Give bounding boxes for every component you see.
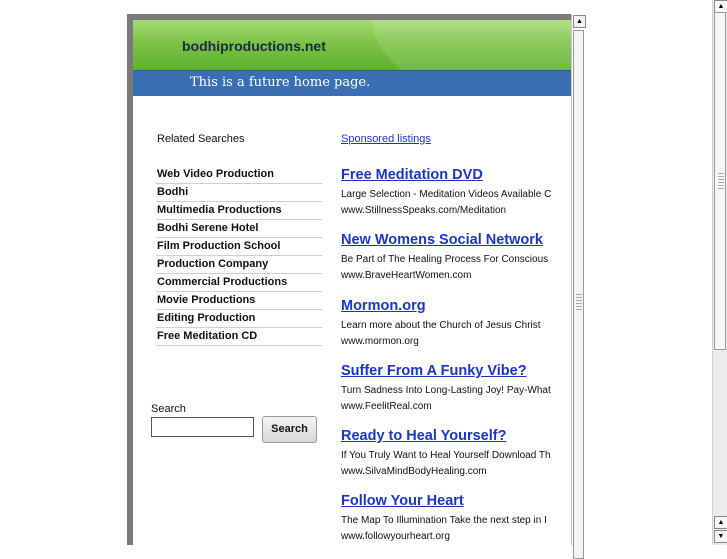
ad-title-link[interactable]: Free Meditation DVD <box>341 167 483 183</box>
ad-url[interactable]: www.FeelitReal.com <box>341 401 432 412</box>
ad-url[interactable]: www.SilvaMindBodyHealing.com <box>341 466 487 477</box>
inner-scrollbar[interactable] <box>571 14 586 545</box>
ad-title-link[interactable]: New Womens Social Network <box>341 232 543 248</box>
grip-icon <box>718 173 724 189</box>
related-search-link[interactable]: Production Company <box>156 257 322 274</box>
ad-listing <box>341 362 571 415</box>
ad-url[interactable]: www.followyourheart.org <box>341 531 450 542</box>
search-button[interactable]: Search <box>262 416 317 443</box>
parked-page <box>133 20 571 545</box>
scrollbar-thumb[interactable] <box>714 12 726 350</box>
header-banner <box>133 20 571 70</box>
scroll-up-arrow-icon[interactable]: ▲ <box>714 0 727 13</box>
ad-url[interactable]: www.StillnessSpeaks.com/Meditation <box>341 205 507 216</box>
scroll-down-arrow-icon[interactable]: ▼ <box>714 530 727 543</box>
ad-description: Large Selection - Meditation Videos Available C <box>341 189 552 200</box>
related-search-link[interactable]: Movie Productions <box>156 293 322 310</box>
ad-listing <box>341 231 571 284</box>
ad-description: Turn Sadness Into Long-Lasting Joy! Pay-What <box>341 385 551 396</box>
related-search-link[interactable]: Film Production School <box>156 239 322 256</box>
ad-description: The Map To Illumination Take the next step in I <box>341 515 547 526</box>
ad-description: Be Part of The Healing Process For Conscious <box>341 254 549 265</box>
ad-title-link[interactable]: Mormon.org <box>341 298 426 314</box>
related-search-link[interactable]: Bodhi Serene Hotel <box>156 221 322 238</box>
ad-url[interactable]: www.mormon.org <box>341 336 419 347</box>
related-search-link[interactable]: Free Meditation CD <box>156 329 322 346</box>
site-title: bodhiproductions.net <box>182 38 326 54</box>
related-search-link[interactable]: Commercial Productions <box>156 275 322 292</box>
scroll-up-arrow-icon[interactable]: ▲ <box>573 15 586 28</box>
ad-title-link[interactable]: Ready to Heal Yourself? <box>341 428 507 444</box>
related-search-link[interactable]: Web Video Production <box>156 167 322 184</box>
related-searches-title: Related Searches <box>157 133 245 145</box>
search-input[interactable] <box>151 417 254 437</box>
ad-listing <box>341 492 571 545</box>
related-search-link[interactable]: Multimedia Productions <box>156 203 322 220</box>
search-label: Search <box>151 403 186 415</box>
related-searches-list <box>156 167 322 347</box>
ad-listing <box>341 297 571 350</box>
ad-description: Learn more about the Church of Jesus Christ <box>341 320 541 331</box>
outer-scrollbar[interactable] <box>712 0 727 545</box>
ad-url[interactable]: www.BraveHeartWomen.com <box>341 270 472 281</box>
ad-title-link[interactable]: Suffer From A Funky Vibe? <box>341 363 527 379</box>
ad-listing <box>341 427 571 480</box>
tagline-bar <box>133 70 571 96</box>
grip-icon <box>576 294 582 310</box>
sponsored-listings-link[interactable]: Sponsored listings <box>341 133 431 145</box>
scroll-up-arrow-icon[interactable]: ▲ <box>714 516 727 529</box>
related-search-link[interactable]: Editing Production <box>156 311 322 328</box>
related-search-link[interactable]: Bodhi <box>156 185 322 202</box>
ad-description: If You Truly Want to Heal Yourself Download Th <box>341 450 551 461</box>
ad-title-link[interactable]: Follow Your Heart <box>341 493 464 509</box>
tagline: This is a future home page. <box>190 75 371 90</box>
scrollbar-thumb[interactable] <box>573 30 584 559</box>
ad-listing <box>341 166 571 219</box>
